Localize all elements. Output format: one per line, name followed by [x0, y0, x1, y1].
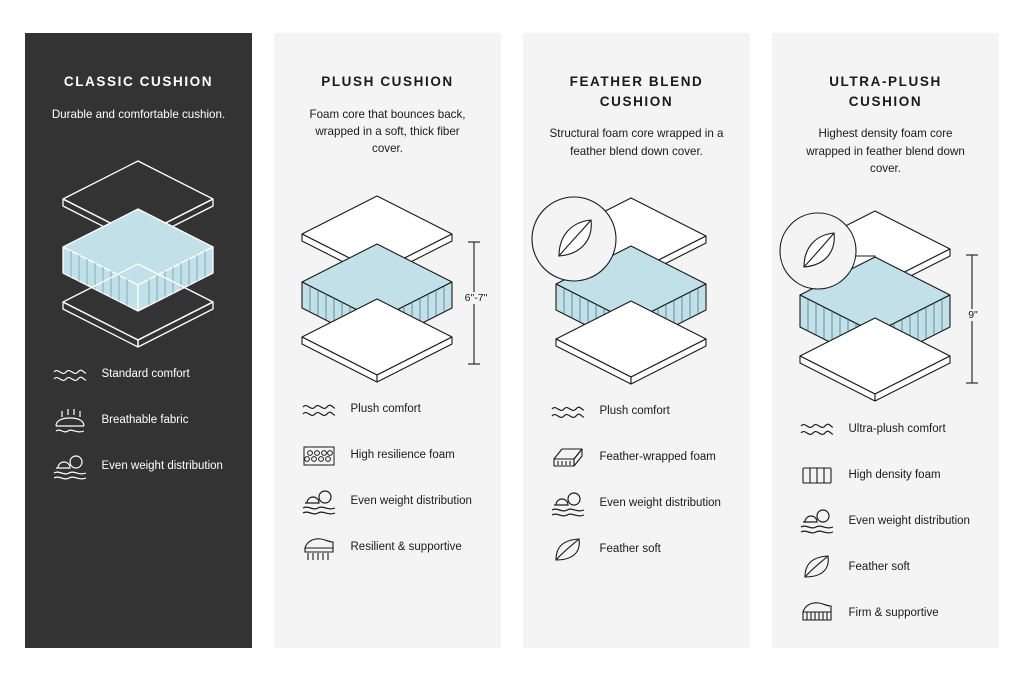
card-description: Foam core that bounces back, wrapped in a soft, thick fiber cover.: [309, 107, 466, 156]
breathable-fabric-icon: [50, 406, 90, 436]
firm-support-icon: [797, 598, 837, 628]
feature-label: High resilience foam: [350, 448, 455, 461]
density-foam-icon: [797, 460, 837, 490]
feature-label: Even weight distribution: [599, 497, 721, 510]
feature-item: [299, 487, 477, 517]
feature-label: Feather soft: [848, 560, 910, 573]
card-title: CLASSIC CUSHION: [63, 74, 214, 89]
feature-list: [548, 397, 726, 565]
card-title: PLUSH CUSHION: [321, 74, 454, 89]
dimension-label: 9": [955, 309, 991, 321]
waves-icon: [50, 360, 90, 390]
waves-icon: [548, 397, 588, 427]
feature-label: Breathable fabric: [101, 414, 189, 427]
feature-item: [797, 506, 975, 536]
feature-label: Plush comfort: [350, 402, 421, 415]
feature-item: [548, 443, 726, 473]
feature-list: [50, 360, 228, 482]
feature-item: [548, 535, 726, 565]
feather-icon: [548, 535, 588, 565]
cushion-card-ultra-plush: [772, 33, 999, 648]
feature-item: [797, 552, 975, 582]
leaf-badge-icon: [532, 197, 616, 281]
feature-label: Plush comfort: [599, 405, 670, 418]
feature-label: Even weight distribution: [848, 514, 970, 527]
feature-item: [299, 441, 477, 471]
feature-item: [299, 533, 477, 563]
feature-item: [797, 598, 975, 628]
feature-label: Feather soft: [599, 543, 661, 556]
waves-icon: [797, 414, 837, 444]
dimension-label: 6"-7": [454, 292, 498, 304]
feature-item: [50, 406, 228, 436]
cushion-illustration-feather-blend: [523, 176, 750, 391]
feature-label: Firm & supportive: [848, 606, 939, 619]
feature-item: [797, 414, 975, 444]
leaf-badge-icon: [780, 213, 856, 289]
feature-label: Even weight distribution: [101, 460, 223, 473]
even-weight-icon: [548, 489, 588, 519]
feather-wrapped-foam-icon: [548, 443, 588, 473]
card-title: ULTRA-PLUSH CUSHION: [829, 74, 942, 109]
feature-label: Feather-wrapped foam: [599, 451, 716, 464]
cushion-card-plush: [274, 33, 501, 648]
card-description: Durable and comfortable cushion.: [51, 107, 226, 121]
feature-item: [548, 489, 726, 519]
feature-item: [50, 360, 228, 390]
even-weight-icon: [299, 487, 339, 517]
feather-icon: [797, 552, 837, 582]
feature-label: Standard comfort: [101, 368, 190, 381]
feature-label: Even weight distribution: [350, 494, 472, 507]
feature-item: [50, 452, 228, 482]
cushion-card-feather-blend: [523, 33, 750, 648]
cushion-illustration-ultra-plush: [772, 193, 999, 408]
feature-label: Ultra-plush comfort: [848, 422, 946, 435]
waves-icon: [299, 395, 339, 425]
feature-label: Resilient & supportive: [350, 540, 462, 553]
card-title: FEATHER BLEND CUSHION: [569, 74, 704, 109]
feature-item: [797, 460, 975, 490]
even-weight-icon: [50, 452, 90, 482]
feature-list: [299, 395, 477, 563]
resilient-support-icon: [299, 533, 339, 563]
feature-item: [548, 397, 726, 427]
cushion-card-classic: [25, 33, 252, 648]
card-description: Structural foam core wrapped in a feather blend down cover.: [549, 127, 724, 158]
even-weight-icon: [797, 506, 837, 536]
cushion-illustration-plush: [274, 174, 501, 389]
honeycomb-foam-icon: [299, 441, 339, 471]
card-description: Highest density foam core wrapped in feather blend down cover.: [806, 127, 965, 175]
feature-list: [797, 414, 975, 628]
cushion-illustration-classic: [25, 139, 252, 354]
feature-label: High density foam: [848, 468, 941, 481]
feature-item: [299, 395, 477, 425]
